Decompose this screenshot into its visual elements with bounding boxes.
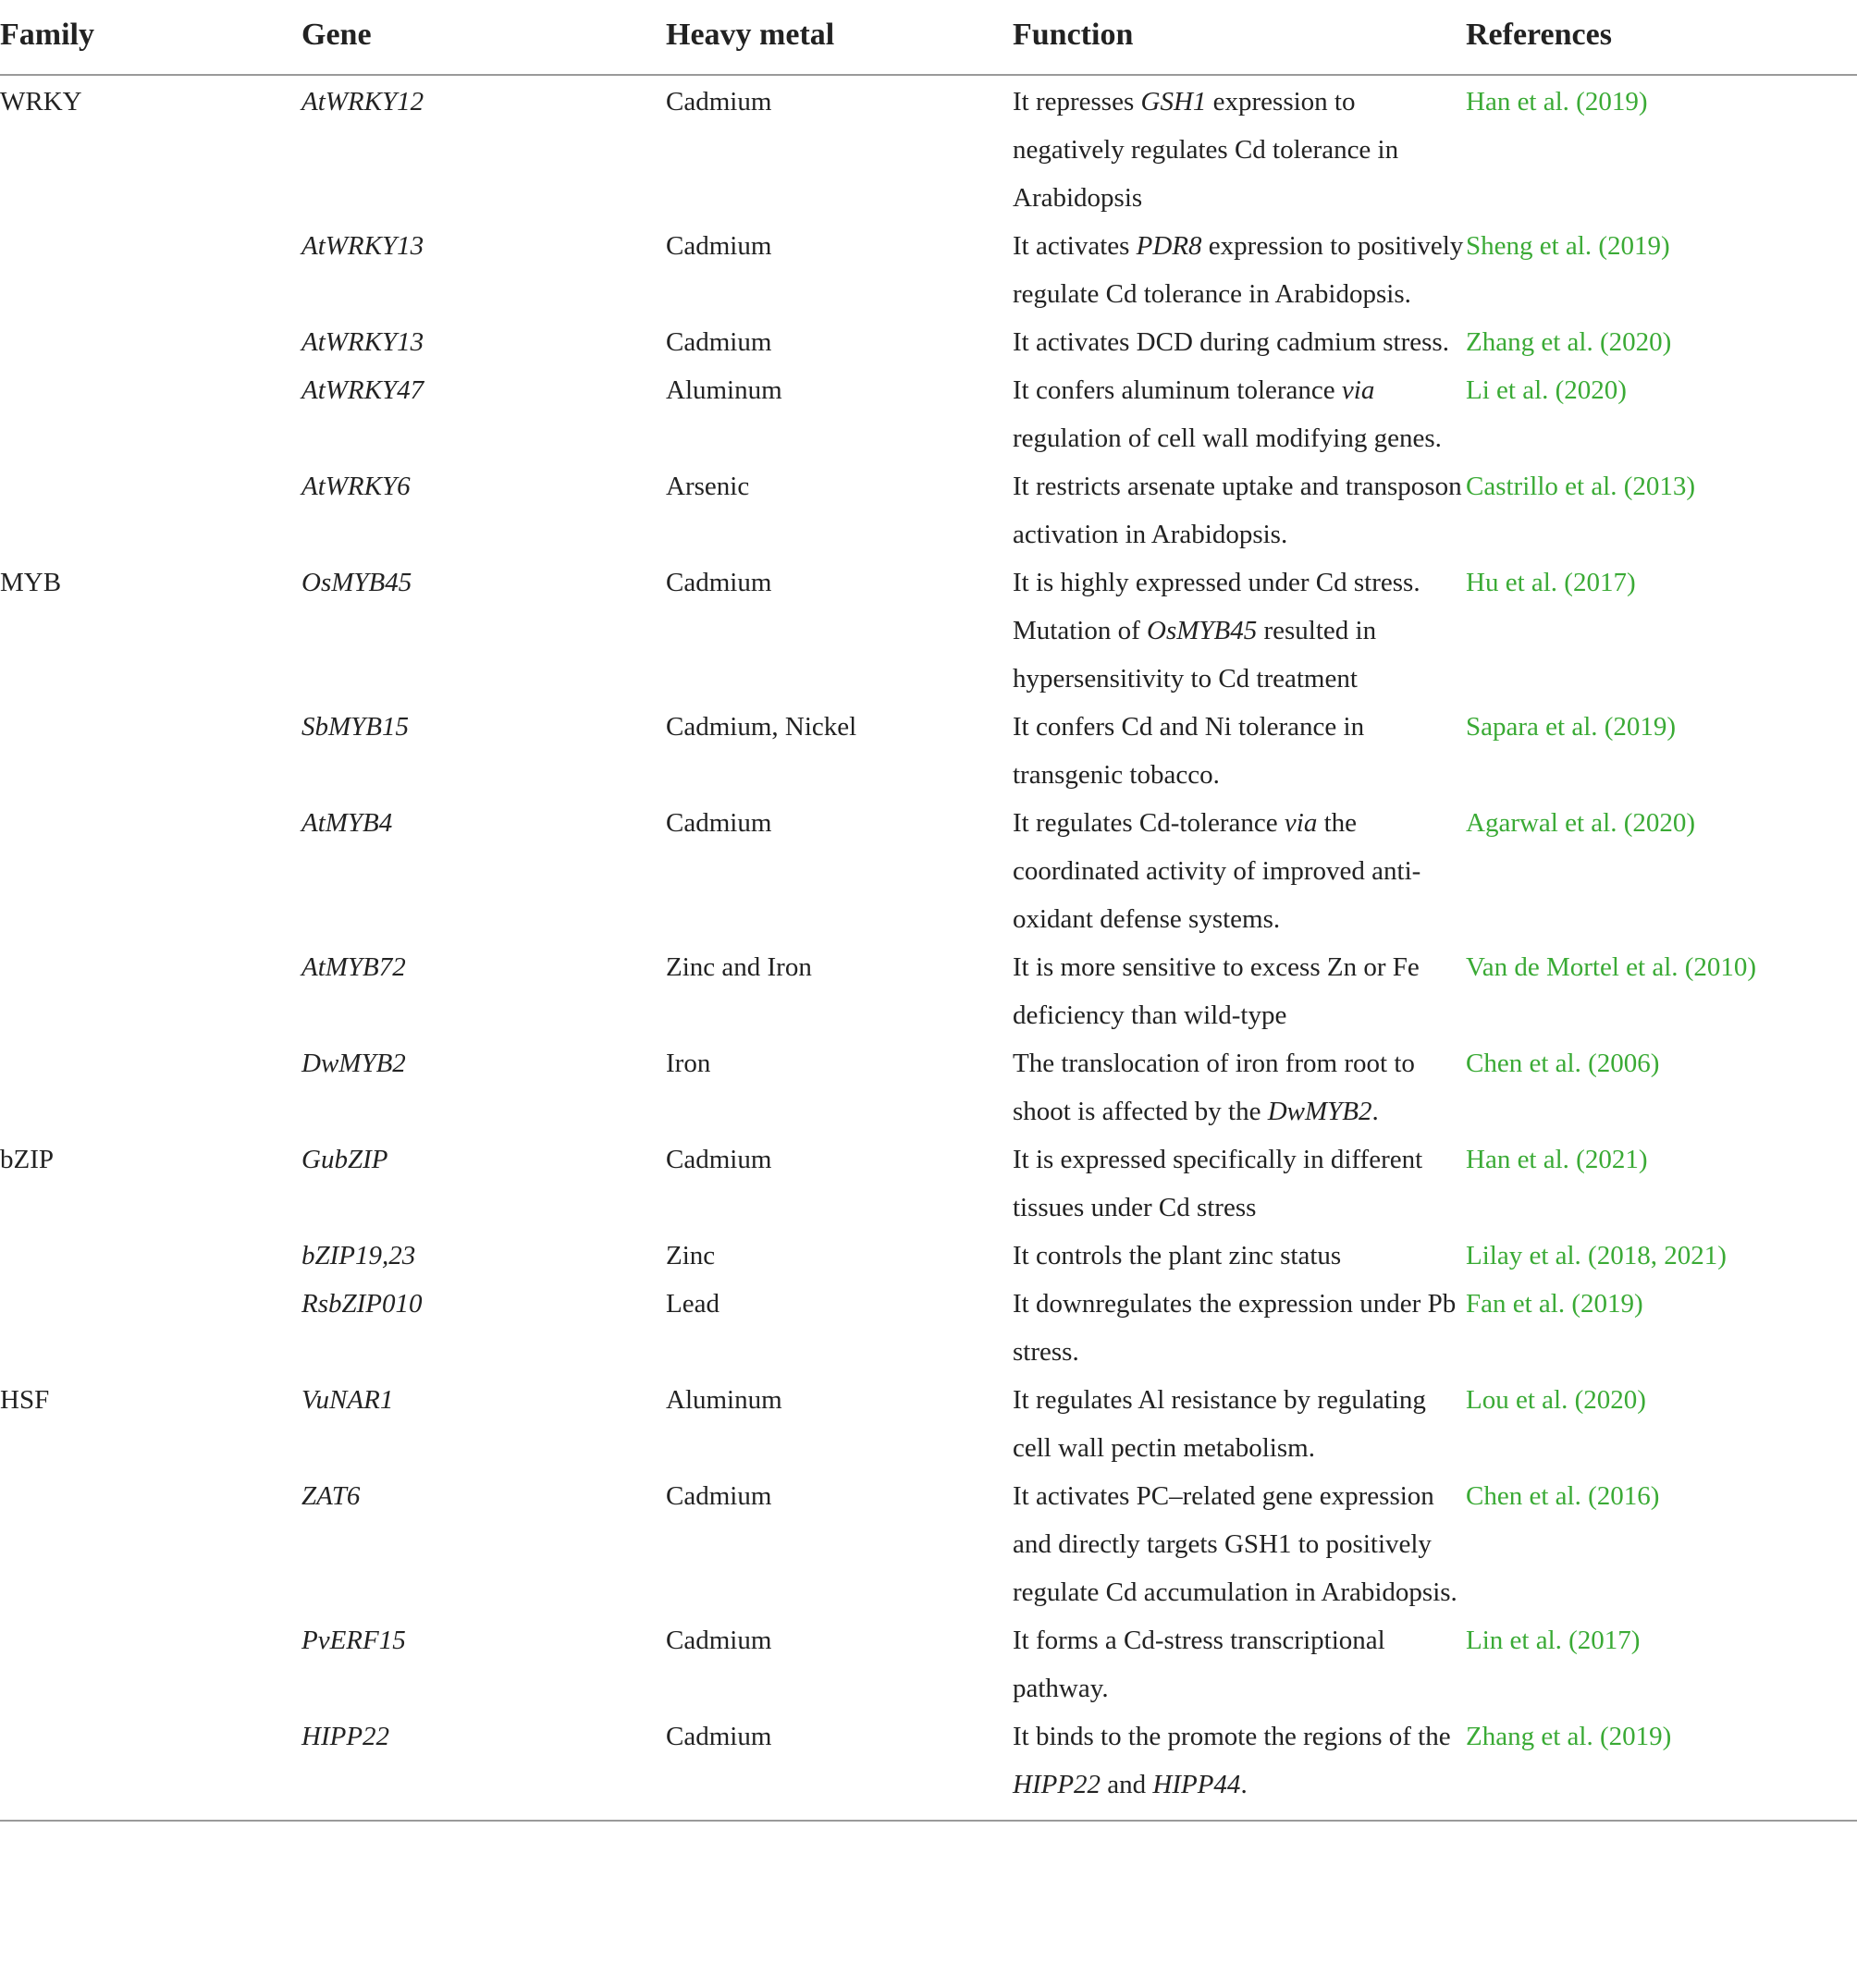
- function-text: It activates PC–related gene expression and directly targets GSH1 to positively regulate Cd accumulation in Arabidopsis.: [1013, 1481, 1457, 1607]
- table-row: [0, 222, 1857, 318]
- table-row: [0, 1039, 1857, 1135]
- gene-cell: HIPP22: [301, 1722, 390, 1751]
- function-text: It regulates Al resistance by regulating cell wall pectin metabolism.: [1013, 1385, 1426, 1463]
- function-cell: [1013, 462, 1466, 558]
- function-italic-text: PDR8: [1136, 231, 1202, 261]
- function-cell: [1013, 943, 1466, 1039]
- function-cell: [1013, 1232, 1466, 1280]
- function-italic-text: HIPP44: [1152, 1770, 1241, 1799]
- table-row: [0, 558, 1857, 703]
- function-text: The translocation of iron from root to shoot is affected by the: [1013, 1049, 1415, 1126]
- function-text: and: [1101, 1770, 1153, 1799]
- function-text: It restricts arsenate uptake and transposon activation in Arabidopsis.: [1013, 472, 1462, 549]
- family-cell: [0, 703, 301, 799]
- table-row: [0, 1232, 1857, 1280]
- heavy-metal-cell: Zinc: [666, 1241, 716, 1270]
- header-family: Family: [0, 0, 301, 75]
- reference-link[interactable]: Van de Mortel et al. (2010): [1466, 952, 1757, 982]
- gene-cell: AtWRKY47: [301, 375, 424, 405]
- heavy-metal-cell: Cadmium: [666, 1145, 772, 1174]
- heavy-metal-cell: Arsenic: [666, 472, 750, 501]
- table-row: [0, 462, 1857, 558]
- heavy-metal-cell: Cadmium: [666, 327, 772, 357]
- heavy-metal-cell: Cadmium: [666, 1722, 772, 1751]
- function-text: expression to negatively regulates Cd tolerance in Arabidopsis: [1013, 87, 1399, 213]
- heavy-metal-cell: Cadmium: [666, 231, 772, 261]
- function-text: It activates DCD during cadmium stress.: [1013, 327, 1449, 357]
- function-text: It confers Cd and Ni tolerance in transgenic tobacco.: [1013, 712, 1365, 790]
- function-text: .: [1371, 1097, 1379, 1126]
- gene-cell: GubZIP: [301, 1145, 388, 1174]
- reference-link[interactable]: Han et al. (2019): [1466, 87, 1648, 117]
- family-cell: HSF: [0, 1385, 50, 1415]
- heavy-metal-cell: Lead: [666, 1289, 719, 1319]
- function-cell: [1013, 1280, 1466, 1376]
- function-text: It downregulates the expression under Pb stress.: [1013, 1289, 1457, 1367]
- gene-cell: RsbZIP010: [301, 1289, 423, 1319]
- function-text: resulted in hypersensitivity to Cd treatment: [1013, 616, 1377, 693]
- family-cell: MYB: [0, 568, 62, 597]
- function-text: It is expressed specifically in different tissues under Cd stress: [1013, 1145, 1423, 1222]
- heavy-metal-cell: Aluminum: [666, 1385, 782, 1415]
- table-row: [0, 75, 1857, 222]
- reference-link[interactable]: Chen et al. (2006): [1466, 1049, 1660, 1078]
- function-cell: [1013, 558, 1466, 703]
- function-italic-text: DwMYB2: [1267, 1097, 1372, 1126]
- gene-cell: AtMYB4: [301, 808, 393, 838]
- function-italic-text: HIPP22: [1013, 1770, 1101, 1799]
- table-row: [0, 1376, 1857, 1472]
- function-cell: [1013, 75, 1466, 222]
- reference-link[interactable]: Agarwal et al. (2020): [1466, 808, 1696, 838]
- function-text: It activates: [1013, 231, 1137, 261]
- reference-link[interactable]: Fan et al. (2019): [1466, 1289, 1643, 1319]
- heavy-metal-cell: Iron: [666, 1049, 711, 1078]
- function-text: It is highly expressed under Cd stress. Mutation of: [1013, 568, 1420, 645]
- reference-link[interactable]: Lilay et al. (2018, 2021): [1466, 1241, 1727, 1270]
- table-row: [0, 1280, 1857, 1376]
- gene-cell: AtMYB72: [301, 952, 406, 982]
- function-text: It regulates Cd-tolerance: [1013, 808, 1285, 838]
- header-references: References: [1466, 0, 1857, 75]
- header-row: [0, 0, 1857, 75]
- function-italic-text: OsMYB45: [1147, 616, 1258, 645]
- reference-link[interactable]: Zhang et al. (2019): [1466, 1722, 1672, 1751]
- gene-cell: OsMYB45: [301, 568, 412, 597]
- function-cell: [1013, 1616, 1466, 1712]
- function-cell: [1013, 1135, 1466, 1232]
- family-cell: [0, 799, 301, 943]
- header-function: Function: [1013, 0, 1466, 75]
- function-cell: [1013, 1712, 1466, 1821]
- table-row: [0, 318, 1857, 366]
- reference-link[interactable]: Han et al. (2021): [1466, 1145, 1648, 1174]
- function-cell: [1013, 799, 1466, 943]
- gene-cell: bZIP19,23: [301, 1241, 416, 1270]
- gene-cell: VuNAR1: [301, 1385, 394, 1415]
- reference-link[interactable]: Hu et al. (2017): [1466, 568, 1636, 597]
- family-cell: [0, 1039, 301, 1135]
- table-row: [0, 1472, 1857, 1616]
- reference-link[interactable]: Castrillo et al. (2013): [1466, 472, 1696, 501]
- function-cell: [1013, 222, 1466, 318]
- function-text: the coordinated activity of improved anti-oxidant defense systems.: [1013, 808, 1421, 934]
- heavy-metal-cell: Cadmium: [666, 808, 772, 838]
- function-cell: [1013, 1472, 1466, 1616]
- table-row: [0, 366, 1857, 462]
- heavy-metal-cell: Cadmium: [666, 1481, 772, 1511]
- heavy-metal-cell: Cadmium: [666, 568, 772, 597]
- family-cell: [0, 1232, 301, 1280]
- table-row: [0, 1135, 1857, 1232]
- heavy-metal-cell: Cadmium, Nickel: [666, 712, 857, 742]
- table-row: [0, 703, 1857, 799]
- function-cell: [1013, 703, 1466, 799]
- table-row: [0, 943, 1857, 1039]
- heavy-metal-cell: Zinc and Iron: [666, 952, 812, 982]
- table-row: [0, 799, 1857, 943]
- gene-cell: AtWRKY12: [301, 87, 424, 117]
- heavy-metal-cell: Aluminum: [666, 375, 782, 405]
- function-text: It controls the plant zinc status: [1013, 1241, 1342, 1270]
- family-cell: [0, 943, 301, 1039]
- reference-link[interactable]: Chen et al. (2016): [1466, 1481, 1660, 1511]
- family-cell: [0, 1280, 301, 1376]
- reference-link[interactable]: Li et al. (2020): [1466, 375, 1627, 405]
- family-cell: [0, 222, 301, 318]
- family-cell: bZIP: [0, 1145, 54, 1174]
- family-cell: [0, 366, 301, 462]
- gene-cell: PvERF15: [301, 1626, 406, 1655]
- function-italic-text: via: [1341, 375, 1375, 405]
- table-row: [0, 1712, 1857, 1821]
- family-cell: [0, 1616, 301, 1712]
- table-header: [0, 0, 1857, 75]
- function-text: It represses: [1013, 87, 1141, 117]
- table-body: [0, 75, 1857, 1821]
- heavy-metal-cell: Cadmium: [666, 87, 772, 117]
- family-cell: [0, 462, 301, 558]
- reference-link[interactable]: Sapara et al. (2019): [1466, 712, 1677, 742]
- table-row: [0, 1616, 1857, 1712]
- function-text: expression to positively regulate Cd tolerance in Arabidopsis.: [1013, 231, 1464, 309]
- family-cell: [0, 1712, 301, 1821]
- reference-link[interactable]: Sheng et al. (2019): [1466, 231, 1670, 261]
- header-heavy-metal: Heavy metal: [666, 0, 1013, 75]
- reference-link[interactable]: Lou et al. (2020): [1466, 1385, 1646, 1415]
- function-cell: [1013, 318, 1466, 366]
- gene-cell: AtWRKY13: [301, 327, 424, 357]
- function-text: It forms a Cd-stress transcriptional pathway.: [1013, 1626, 1385, 1703]
- family-cell: WRKY: [0, 87, 82, 117]
- family-cell: [0, 318, 301, 366]
- family-cell: [0, 1472, 301, 1616]
- reference-link[interactable]: Lin et al. (2017): [1466, 1626, 1641, 1655]
- gene-cell: ZAT6: [301, 1481, 361, 1511]
- header-gene: Gene: [301, 0, 666, 75]
- function-cell: [1013, 366, 1466, 462]
- function-cell: [1013, 1376, 1466, 1472]
- function-text: It is more sensitive to excess Zn or Fe deficiency than wild-type: [1013, 952, 1420, 1030]
- function-text: regulation of cell wall modifying genes.: [1013, 423, 1442, 453]
- heavy-metal-cell: Cadmium: [666, 1626, 772, 1655]
- function-text: .: [1240, 1770, 1248, 1799]
- function-text: It binds to the promote the regions of the: [1013, 1722, 1451, 1751]
- function-cell: [1013, 1039, 1466, 1135]
- gene-cell: SbMYB15: [301, 712, 409, 742]
- gene-cell: AtWRKY13: [301, 231, 424, 261]
- function-text: It confers aluminum tolerance: [1013, 375, 1342, 405]
- function-italic-text: via: [1284, 808, 1318, 838]
- reference-link[interactable]: Zhang et al. (2020): [1466, 327, 1672, 357]
- function-italic-text: GSH1: [1140, 87, 1207, 117]
- gene-cell: DwMYB2: [301, 1049, 406, 1078]
- gene-cell: AtWRKY6: [301, 472, 411, 501]
